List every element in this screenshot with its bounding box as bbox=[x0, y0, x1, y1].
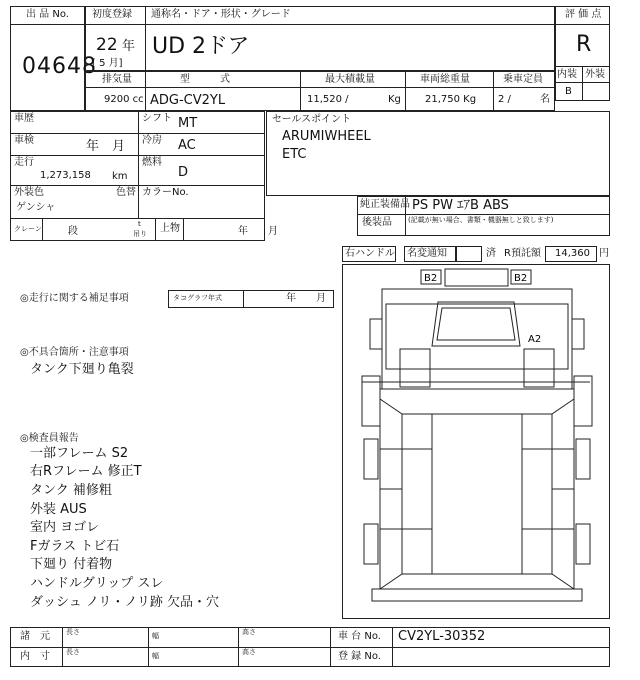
model-label: 型 式 bbox=[180, 74, 230, 85]
gross-weight-value: 21,750 Kg bbox=[425, 94, 477, 105]
reg-no-label: 登 録 No. bbox=[338, 651, 381, 662]
genuine-label: 純正装備品 bbox=[360, 199, 410, 210]
reg-year: 22 bbox=[96, 35, 118, 55]
displacement-value: 9200 cc bbox=[104, 94, 144, 105]
inspector-item: 右Rフレーム 修正T bbox=[30, 464, 142, 479]
defect-label: ◎不具合箇所・注意事項 bbox=[20, 347, 129, 358]
capacity-unit: 名 bbox=[540, 94, 550, 105]
fuel-value: D bbox=[178, 165, 189, 180]
capacity-label: 乗車定員 bbox=[503, 74, 543, 85]
odometer-value: 14,360 bbox=[555, 248, 590, 259]
inspector-item: 下廻り 付着物 bbox=[30, 557, 113, 572]
name-label: 通称名・ドア・形状・グレード bbox=[151, 9, 291, 20]
exterior-label: 外装 bbox=[585, 69, 605, 80]
inspector-item: ダッシュ ノリ・ノリ跡 欠品・穴 bbox=[30, 595, 219, 610]
genuine-value: PS PW ｴｱB ABS bbox=[412, 198, 509, 213]
score-value: R bbox=[576, 32, 592, 57]
color-code-label: カラーNo. bbox=[142, 187, 189, 198]
inspector-item: 室内 ヨゴレ bbox=[30, 520, 100, 535]
gross-weight-label: 車両総重量 bbox=[420, 74, 470, 85]
sales-line-1: ARUMIWHEEL bbox=[282, 129, 371, 144]
reg-month: [ 5 月] bbox=[92, 58, 123, 69]
aftermarket-note: (記載が無い場合、書類・機器無しと致します) bbox=[408, 216, 554, 224]
mark-a2: A2 bbox=[528, 334, 542, 345]
inspector-item: ハンドルグリップ スレ bbox=[30, 576, 164, 591]
truck-diagram bbox=[342, 264, 610, 619]
score-label: 評 価 点 bbox=[565, 9, 602, 20]
ac-value: AC bbox=[178, 138, 196, 153]
max-load-unit: Kg bbox=[388, 94, 401, 105]
inspector-item: タンク 補修粗 bbox=[30, 483, 112, 498]
interior-label: 内装 bbox=[557, 69, 577, 80]
inspector-item: 一部フレーム S2 bbox=[30, 446, 129, 461]
crane-t: t bbox=[138, 220, 141, 228]
width-label: 幅 bbox=[152, 652, 159, 660]
crane-stage: 段 bbox=[68, 226, 78, 237]
interior-value: B bbox=[565, 86, 572, 97]
aftermarket-label: 後装品 bbox=[362, 217, 392, 228]
tacho-label: タコグラフ年式 bbox=[173, 294, 222, 302]
crane-hook: 吊り bbox=[133, 230, 147, 238]
max-load-label: 最大積載量 bbox=[325, 74, 375, 85]
sales-label: セールスポイント bbox=[272, 114, 352, 125]
mark-b2-left: B2 bbox=[424, 273, 438, 284]
driving-label: ◎走行に関する補足事項 bbox=[20, 293, 129, 304]
sales-line-2: ETC bbox=[282, 147, 307, 162]
displacement-label: 排気量 bbox=[102, 74, 132, 85]
mileage-label: 走行 bbox=[14, 157, 34, 168]
odometer-label: R預託額 bbox=[504, 248, 541, 259]
max-load-value: 11,520 / bbox=[307, 94, 349, 105]
color-no-label: 色替 bbox=[116, 187, 136, 198]
rename-label: 名変通知 bbox=[407, 248, 447, 259]
reg-label: 初度登録 bbox=[92, 9, 132, 20]
year-unit: 年 bbox=[122, 39, 136, 54]
crane-label: クレーン bbox=[14, 225, 42, 233]
chassis-value: CV2YL-30352 bbox=[398, 629, 486, 644]
lot-number: 04648 bbox=[22, 54, 97, 79]
rename-value-box bbox=[456, 246, 482, 262]
inspection-label: 車検 bbox=[14, 135, 34, 146]
mileage-unit: km bbox=[112, 171, 128, 182]
inspector-item: Fガラス トビ石 bbox=[30, 539, 120, 554]
fuel-label: 燃料 bbox=[142, 157, 162, 168]
dims-label: 諸 元 bbox=[20, 631, 50, 642]
capacity-value: 2 / bbox=[498, 94, 511, 105]
stamp-char: 済 bbox=[486, 248, 496, 259]
length-label: 長さ bbox=[66, 628, 80, 636]
name-value: UD 2ドア bbox=[152, 34, 250, 59]
defect-text: タンク下廻り亀裂 bbox=[30, 362, 134, 377]
upper-value: 年 月 bbox=[238, 226, 278, 237]
width-label: 幅 bbox=[152, 632, 159, 640]
height-label: 高さ bbox=[242, 648, 256, 656]
yen-unit: 円 bbox=[599, 248, 609, 259]
height-label: 高さ bbox=[242, 628, 256, 636]
inner-label: 内 寸 bbox=[20, 651, 50, 662]
shift-label: シフト bbox=[142, 113, 172, 124]
upper-label: 上物 bbox=[160, 223, 180, 234]
lot-label: 出 品 No. bbox=[26, 9, 69, 20]
color-label: 外装色 bbox=[14, 187, 44, 198]
history-label: 車歴 bbox=[14, 113, 34, 124]
inspection-value: 年 月 bbox=[86, 139, 126, 154]
inspector-label: ◎検査員報告 bbox=[20, 433, 79, 444]
model-value: ADG-CV2YL bbox=[150, 93, 226, 108]
tacho-value: 年 月 bbox=[286, 293, 326, 304]
ac-label: 冷房 bbox=[142, 135, 162, 146]
mark-b2-right: B2 bbox=[514, 273, 528, 284]
shift-value: MT bbox=[178, 116, 198, 131]
inspector-item: 外装 AUS bbox=[30, 502, 87, 517]
handle-value: 右ハンドル bbox=[345, 248, 395, 259]
length-label: 長さ bbox=[66, 648, 80, 656]
mileage-value: 1,273,158 bbox=[40, 170, 91, 181]
color-value: ゲンシャ bbox=[16, 202, 56, 213]
chassis-label: 車 台 No. bbox=[338, 631, 381, 642]
